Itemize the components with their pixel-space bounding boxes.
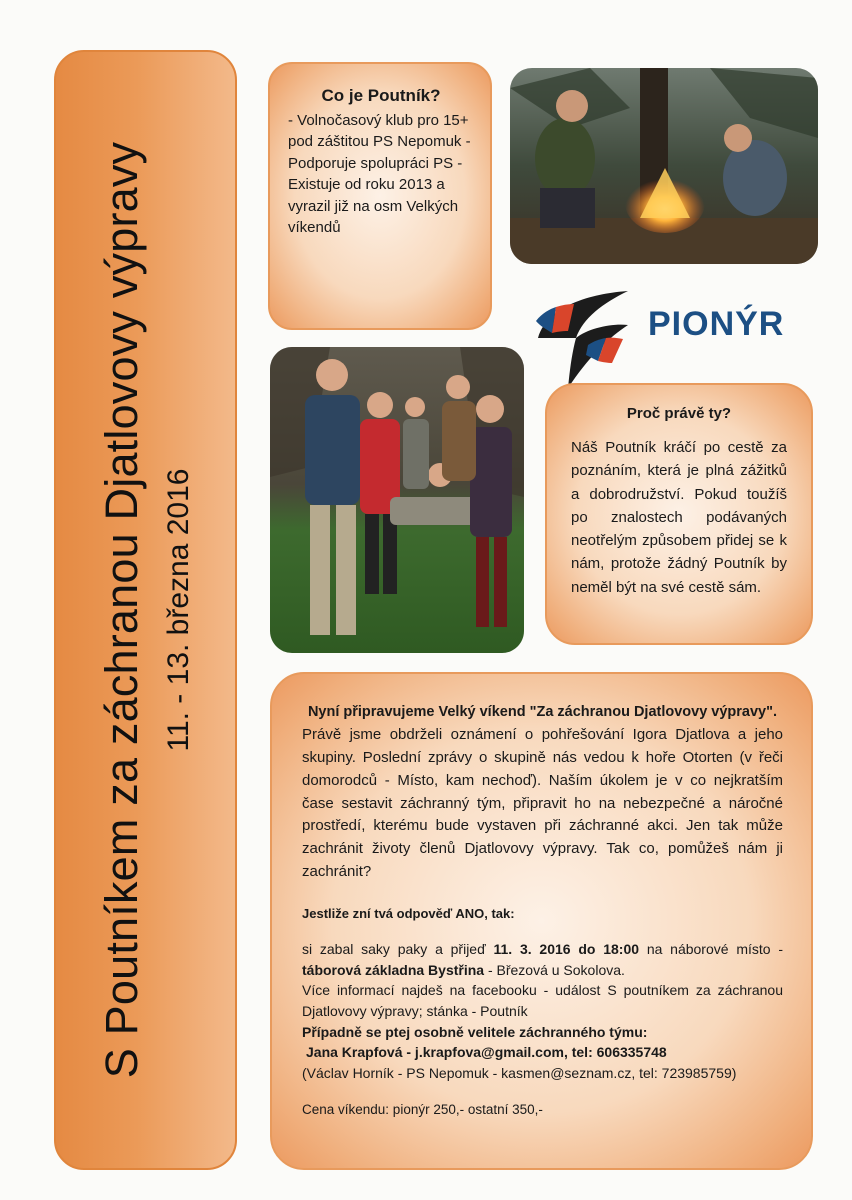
info-line: Více informací najdeš na facebooku - událost S poutníkem za záchranou Djatlovovy výpravy; stánka - Poutník	[302, 982, 783, 1020]
why-text: Náš Poutník kráčí po cestě za poznáním, která je plná zážitků a dobrodružství. Pokud toužíš po znalostech podávaných neotřelým způsobem přidej se k nám, protože žádný Poutník by neměl být na své cestě sám.	[571, 439, 787, 596]
contact-main: Jana Krapfová - j.krapfova@gmail.com, tel: 606335748	[306, 1044, 667, 1061]
banner-date: 11. - 13. března 2016	[161, 468, 195, 752]
group-photo	[270, 347, 524, 653]
arrival-mid: na náborové místo -	[639, 940, 783, 957]
main-intro-text: Právě jsme obdrželi oznámení o pohřešování Igora Djatlova a jeho skupiny. Poslední zprávy o skupině nás vedou k hoře Otorten (v řeči domorodců - Místo, kam nechoď). Naším úkolem je v co nejkratším čase sestavit záchranný tým, připravit ho na nebezpečné a náročné prostředí, kterému bude vystaven při záchranné akci. Jen tak může zachránit životy členů Djatlovovy výpravy. Tak co, pomůžeš nám ji zachránit?	[302, 726, 783, 881]
arrival-place: táborová základna Bystřina	[302, 961, 485, 978]
arrival-date: 11. 3. 2016 do 18:00	[493, 940, 640, 957]
why-you-box	[545, 383, 813, 645]
contact-alt: (Václav Horník - PS Nepomuk - kasmen@seznam.cz, tel: 723985759)	[302, 1065, 737, 1082]
what-heading: Co je Poutník?	[321, 86, 441, 105]
main-info-box	[270, 672, 813, 1170]
title-banner	[54, 50, 237, 1170]
pionyr-logo-text: PIONÝR	[648, 305, 785, 343]
group-photo-image	[270, 347, 524, 653]
main-heading: Nyní připravujeme Velký víkend "Za záchranou Djatlovovy výpravy".	[307, 704, 778, 720]
arrival-line	[302, 939, 783, 980]
campfire-photo	[510, 68, 818, 264]
arrival-pre: si zabal saky paky a přijeď	[302, 940, 494, 957]
banner-title: S Poutníkem za záchranou Djatlovovy výpravy	[95, 141, 147, 1079]
pionyr-logo	[528, 283, 808, 393]
answer-line: Jestliže zní tvá odpověď ANO, tak:	[302, 905, 515, 921]
arrival-post: - Březová u Sokolova.	[484, 961, 625, 978]
what-is-poutnik-box	[268, 62, 492, 330]
price-line: Cena víkendu: pionýr 250,- ostatní 350,-	[302, 1101, 543, 1117]
why-heading: Proč právě ty?	[626, 405, 732, 422]
banner-text	[96, 70, 196, 1150]
what-text: - Volnočasový klub pro 15+ pod záštitou PS Nepomuk - Podporuje spolupráci PS - Existuje od roku 2013 a vyrazil již na osm Velkých víkendů	[288, 112, 471, 237]
campfire-photo-image	[510, 68, 818, 264]
event-details	[302, 939, 783, 1084]
contact-heading: Případně se ptej osobně velitele záchranného týmu:	[302, 1023, 648, 1040]
pionyr-bird-icon	[528, 283, 638, 393]
